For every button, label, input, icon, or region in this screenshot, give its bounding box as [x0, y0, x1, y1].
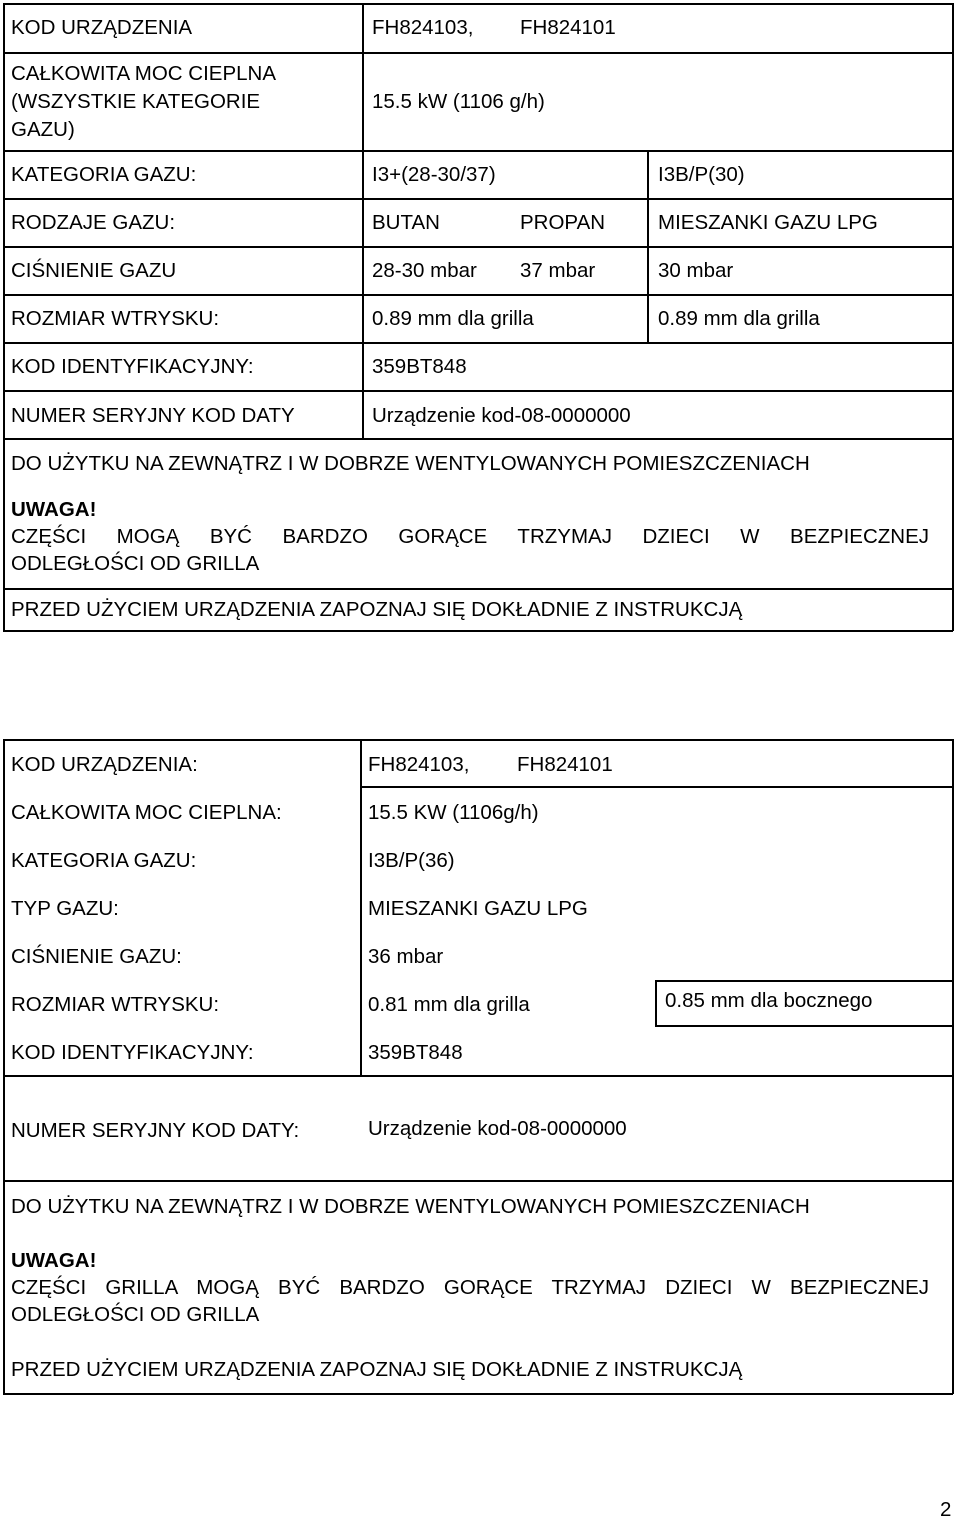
id-code-label: KOD IDENTYFIKACYJNY:	[11, 355, 254, 378]
serial-date-code-label: NUMER SERYJNY KOD DATY	[11, 404, 295, 427]
device-code-value-1: FH824103,	[368, 753, 470, 776]
gas-pressure-label: CIŚNIENIE GAZU:	[11, 945, 182, 968]
gas-type-lpg: MIESZANKI GAZU LPG	[658, 211, 878, 234]
row-divider	[362, 786, 953, 788]
gas-pressure-value-2: 37 mbar	[520, 259, 596, 282]
read-instructions-note: PRZED UŻYCIEM URZĄDZENIA ZAPOZNAJ SIĘ DOKŁADNIE Z INSTRUKCJĄ	[11, 1358, 743, 1381]
table-border-right	[952, 739, 954, 1394]
gas-type-propane: PROPAN	[520, 211, 606, 234]
gas-pressure-label: CIŚNIENIE GAZU	[11, 259, 177, 282]
row-divider	[3, 1180, 953, 1182]
gas-category-label: KATEGORIA GAZU:	[11, 849, 197, 872]
injector-size-value-2: 0.89 mm dla grilla	[658, 307, 820, 330]
id-code-label: KOD IDENTYFIKACYJNY:	[11, 1041, 254, 1064]
injector-size-label: ROZMIAR WTRYSKU:	[11, 993, 220, 1016]
table-border-bottom	[3, 630, 953, 632]
table-border-top	[3, 739, 953, 741]
injector-size-value-2: 0.85 mm dla bocznego	[665, 989, 873, 1012]
column-divider	[362, 3, 364, 439]
gas-pressure-value-3: 30 mbar	[658, 259, 734, 282]
gas-types-label: RODZAJE GAZU:	[11, 211, 176, 234]
table-border-left	[3, 739, 5, 1394]
total-power-label-line-3: GAZU)	[11, 118, 75, 141]
injector-size-label: ROZMIAR WTRYSKU:	[11, 307, 220, 330]
row-divider	[3, 1075, 953, 1077]
device-code-label: KOD URZĄDZENIA	[11, 16, 193, 39]
gas-category-value-2: I3B/P(30)	[658, 163, 745, 186]
gas-type-value: MIESZANKI GAZU LPG	[368, 897, 588, 920]
gas-pressure-value-1: 28-30 mbar	[372, 259, 477, 282]
row-divider	[3, 150, 953, 152]
row-divider	[3, 390, 953, 392]
column-divider	[647, 150, 649, 343]
column-divider	[360, 739, 362, 1076]
injector-box-bottom	[655, 1025, 953, 1027]
gas-type-butane: BUTAN	[372, 211, 440, 234]
outdoor-use-note: DO UŻYTKU NA ZEWNĄTRZ I W DOBRZE WENTYLOWANYCH POMIESZCZENIACH	[11, 452, 810, 475]
table-border-left	[3, 3, 5, 631]
total-power-label-line-2: (WSZYSTKIE KATEGORIE	[11, 90, 261, 113]
device-code-value-2: FH824101	[520, 16, 616, 39]
id-code-value: 359BT848	[368, 1041, 463, 1064]
warning-text-line-1: CZĘŚCI MOGĄ BYĆ BARDZO GORĄCE TRZYMAJ DZIECI W BEZPIECZNEJ	[11, 525, 929, 548]
warning-text-line-1: CZĘŚCI GRILLA MOGĄ BYĆ BARDZO GORĄCE TRZYMAJ DZIECI W BEZPIECZNEJ	[11, 1276, 929, 1299]
warning-title: UWAGA!	[11, 1249, 97, 1272]
page-number: 2	[940, 1498, 952, 1521]
total-power-label-line-1: CAŁKOWITA MOC CIEPLNA	[11, 62, 277, 85]
gas-category-value: I3B/P(36)	[368, 849, 455, 872]
row-divider	[3, 246, 953, 248]
total-power-label: CAŁKOWITA MOC CIEPLNA:	[11, 801, 282, 824]
injector-size-value-1: 0.89 mm dla grilla	[372, 307, 534, 330]
injector-size-value-1: 0.81 mm dla grilla	[368, 993, 530, 1016]
serial-date-code-value: Urządzenie kod-08-0000000	[372, 404, 631, 427]
gas-type-label: TYP GAZU:	[11, 897, 119, 920]
device-code-label: KOD URZĄDZENIA:	[11, 753, 198, 776]
total-power-value: 15.5 KW (1106g/h)	[368, 801, 539, 824]
device-code-value-1: FH824103,	[372, 16, 474, 39]
table-border-right	[952, 3, 954, 631]
row-divider	[3, 198, 953, 200]
row-divider	[3, 52, 953, 54]
injector-box-top	[655, 980, 953, 982]
row-divider	[3, 438, 953, 440]
gas-category-label: KATEGORIA GAZU:	[11, 163, 197, 186]
row-divider	[3, 342, 953, 344]
warning-title: UWAGA!	[11, 498, 97, 521]
read-instructions-note: PRZED UŻYCIEM URZĄDZENIA ZAPOZNAJ SIĘ DOKŁADNIE Z INSTRUKCJĄ	[11, 598, 743, 621]
gas-category-value-1: I3+(28-30/37)	[372, 163, 496, 186]
row-divider	[3, 588, 953, 590]
injector-size-value-2-box	[665, 988, 950, 1024]
serial-date-code-label: NUMER SERYJNY KOD DATY:	[11, 1119, 300, 1142]
warning-text-line-2: ODLEGŁOŚCI OD GRILLA	[11, 552, 260, 575]
table-border-bottom	[3, 1393, 953, 1395]
row-divider	[3, 294, 953, 296]
gas-pressure-value: 36 mbar	[368, 945, 444, 968]
warning-text-line-2: ODLEGŁOŚCI OD GRILLA	[11, 1303, 260, 1326]
total-power-value: 15.5 kW (1106 g/h)	[372, 90, 545, 113]
outdoor-use-note: DO UŻYTKU NA ZEWNĄTRZ I W DOBRZE WENTYLOWANYCH POMIESZCZENIACH	[11, 1195, 810, 1218]
table-border-top	[3, 3, 953, 5]
device-code-value-2: FH824101	[517, 753, 613, 776]
serial-date-code-value: Urządzenie kod-08-0000000	[368, 1117, 627, 1140]
id-code-value: 359BT848	[372, 355, 467, 378]
injector-box-left	[655, 980, 657, 1026]
